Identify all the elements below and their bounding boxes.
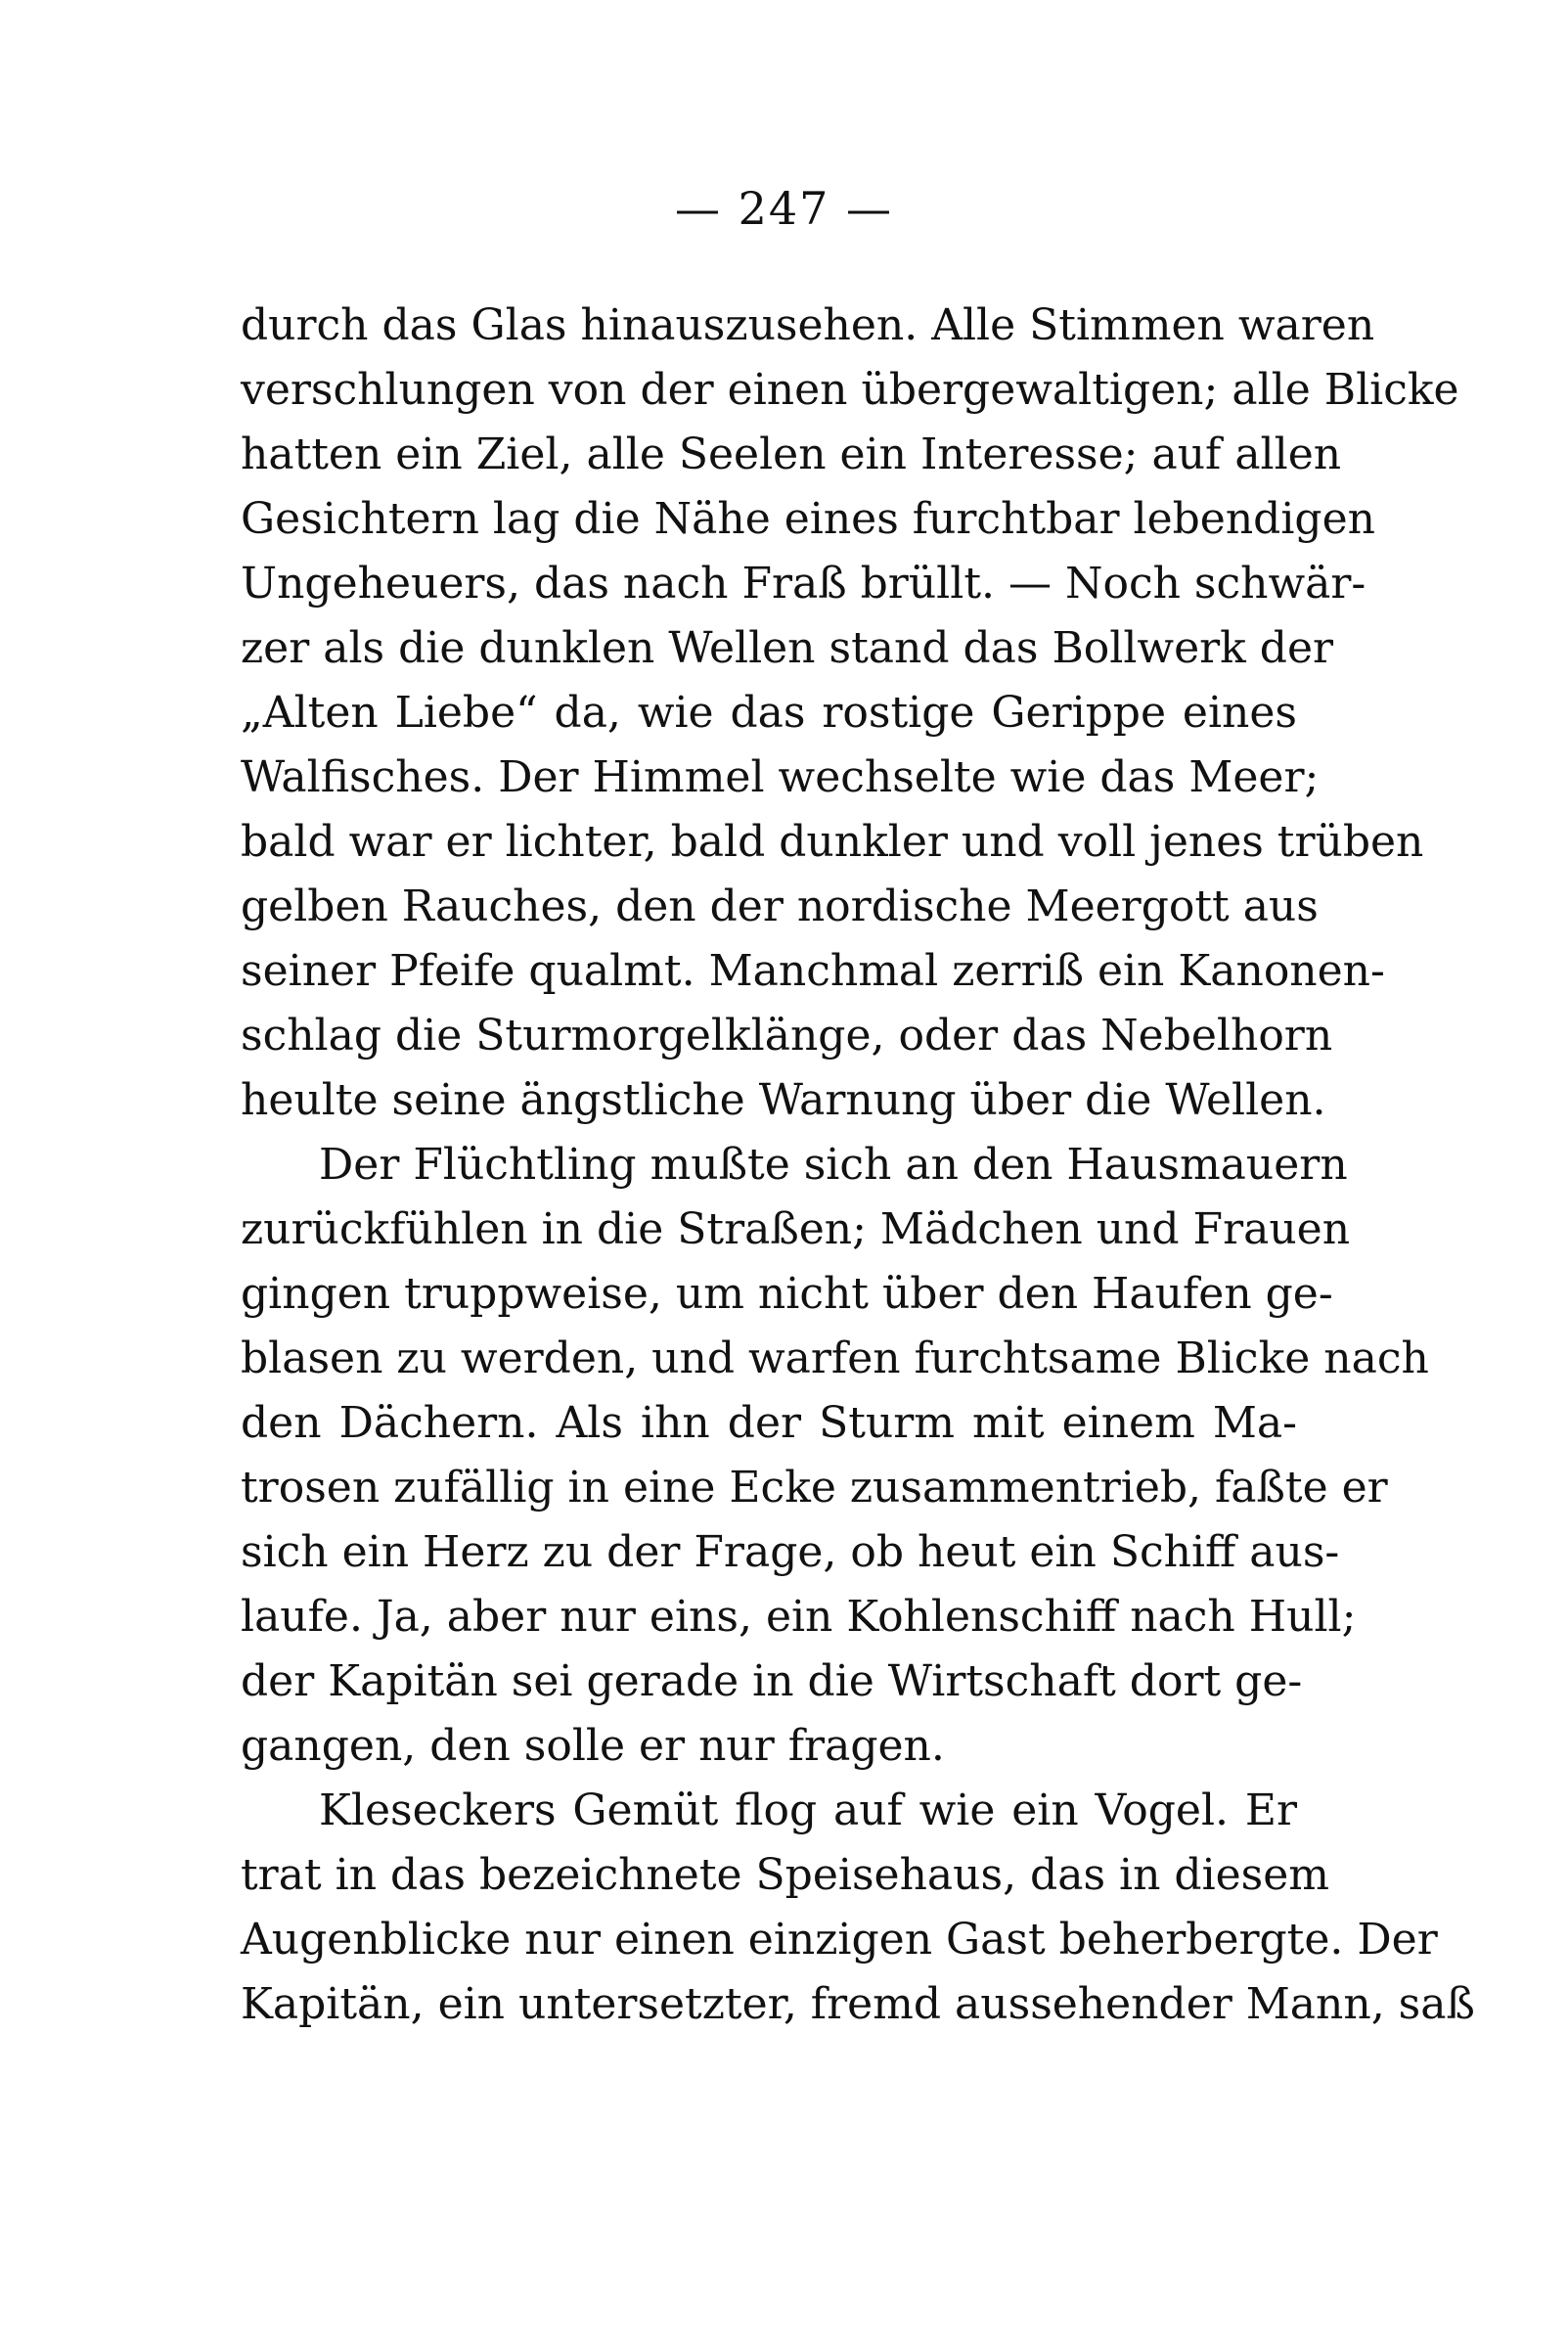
paragraph-start-line: Kleseckers Gemüt flog auf wie ein Vogel. Er xyxy=(319,1785,1297,1835)
page-number: — 247 — xyxy=(674,182,894,235)
text-line: zurückfühlen in die Straßen; Mädchen und Frauen xyxy=(241,1204,1351,1254)
paragraph-end-line: gangen, den solle er nur fragen. xyxy=(241,1721,945,1771)
text-line: hatten ein Ziel, alle Seelen ein Interesse; auf allen xyxy=(241,429,1342,479)
text-line: schlag die Sturmorgelklänge, oder das Nebelhorn xyxy=(241,1011,1333,1061)
text-line: blasen zu werden, und warfen furchtsame Blicke nach xyxy=(241,1333,1429,1383)
text-line: seiner Pfeife qualmt. Manchmal zerriß ein Kanonen- xyxy=(241,946,1385,996)
text-line: Ungeheuers, das nach Fraß brüllt. — Noch schwär- xyxy=(241,559,1366,609)
text-line: durch das Glas hinauszusehen. Alle Stimmen waren xyxy=(241,300,1375,350)
text-line: zer als die dunklen Wellen stand das Bollwerk der xyxy=(241,623,1334,673)
body-text xyxy=(241,294,1475,2037)
paragraph-end-line: heulte seine ängstliche Warnung über die Wellen. xyxy=(241,1075,1326,1125)
text-line: trosen zufällig in eine Ecke zusammentrieb, faßte er xyxy=(241,1463,1388,1513)
text-line: verschlungen von der einen übergewaltigen; alle Blicke xyxy=(241,365,1459,415)
text-line: Gesichtern lag die Nähe eines furchtbar lebendigen xyxy=(241,494,1375,544)
text-line: den Dächern. Als ihn der Sturm mit einem Ma- xyxy=(241,1398,1297,1448)
text-line: Kapitän, ein untersetzter, fremd aussehender Mann, saß xyxy=(241,1979,1475,2029)
text-line: gingen truppweise, um nicht über den Haufen ge- xyxy=(241,1269,1333,1319)
text-line: Augenblicke nur einen einzigen Gast beherbergte. Der xyxy=(241,1915,1438,1965)
text-line: bald war er lichter, bald dunkler und voll jenes trüben xyxy=(241,817,1424,867)
text-line: sich ein Herz zu der Frage, ob heut ein Schiff aus- xyxy=(241,1527,1340,1577)
paragraph-start-line: Der Flüchtling mußte sich an den Hausmauern xyxy=(319,1140,1348,1190)
text-line: „Alten Liebe“ da, wie das rostige Gerippe eines xyxy=(241,688,1297,738)
text-line: der Kapitän sei gerade in die Wirtschaft dort ge- xyxy=(241,1656,1303,1706)
text-line: gelben Rauches, den der nordische Meergott aus xyxy=(241,881,1319,931)
text-line: Walfisches. Der Himmel wechselte wie das Meer; xyxy=(241,752,1320,802)
text-line: trat in das bezeichnete Speisehaus, das in diesem xyxy=(241,1850,1330,1900)
text-line: laufe. Ja, aber nur eins, ein Kohlenschiff nach Hull; xyxy=(241,1592,1357,1642)
